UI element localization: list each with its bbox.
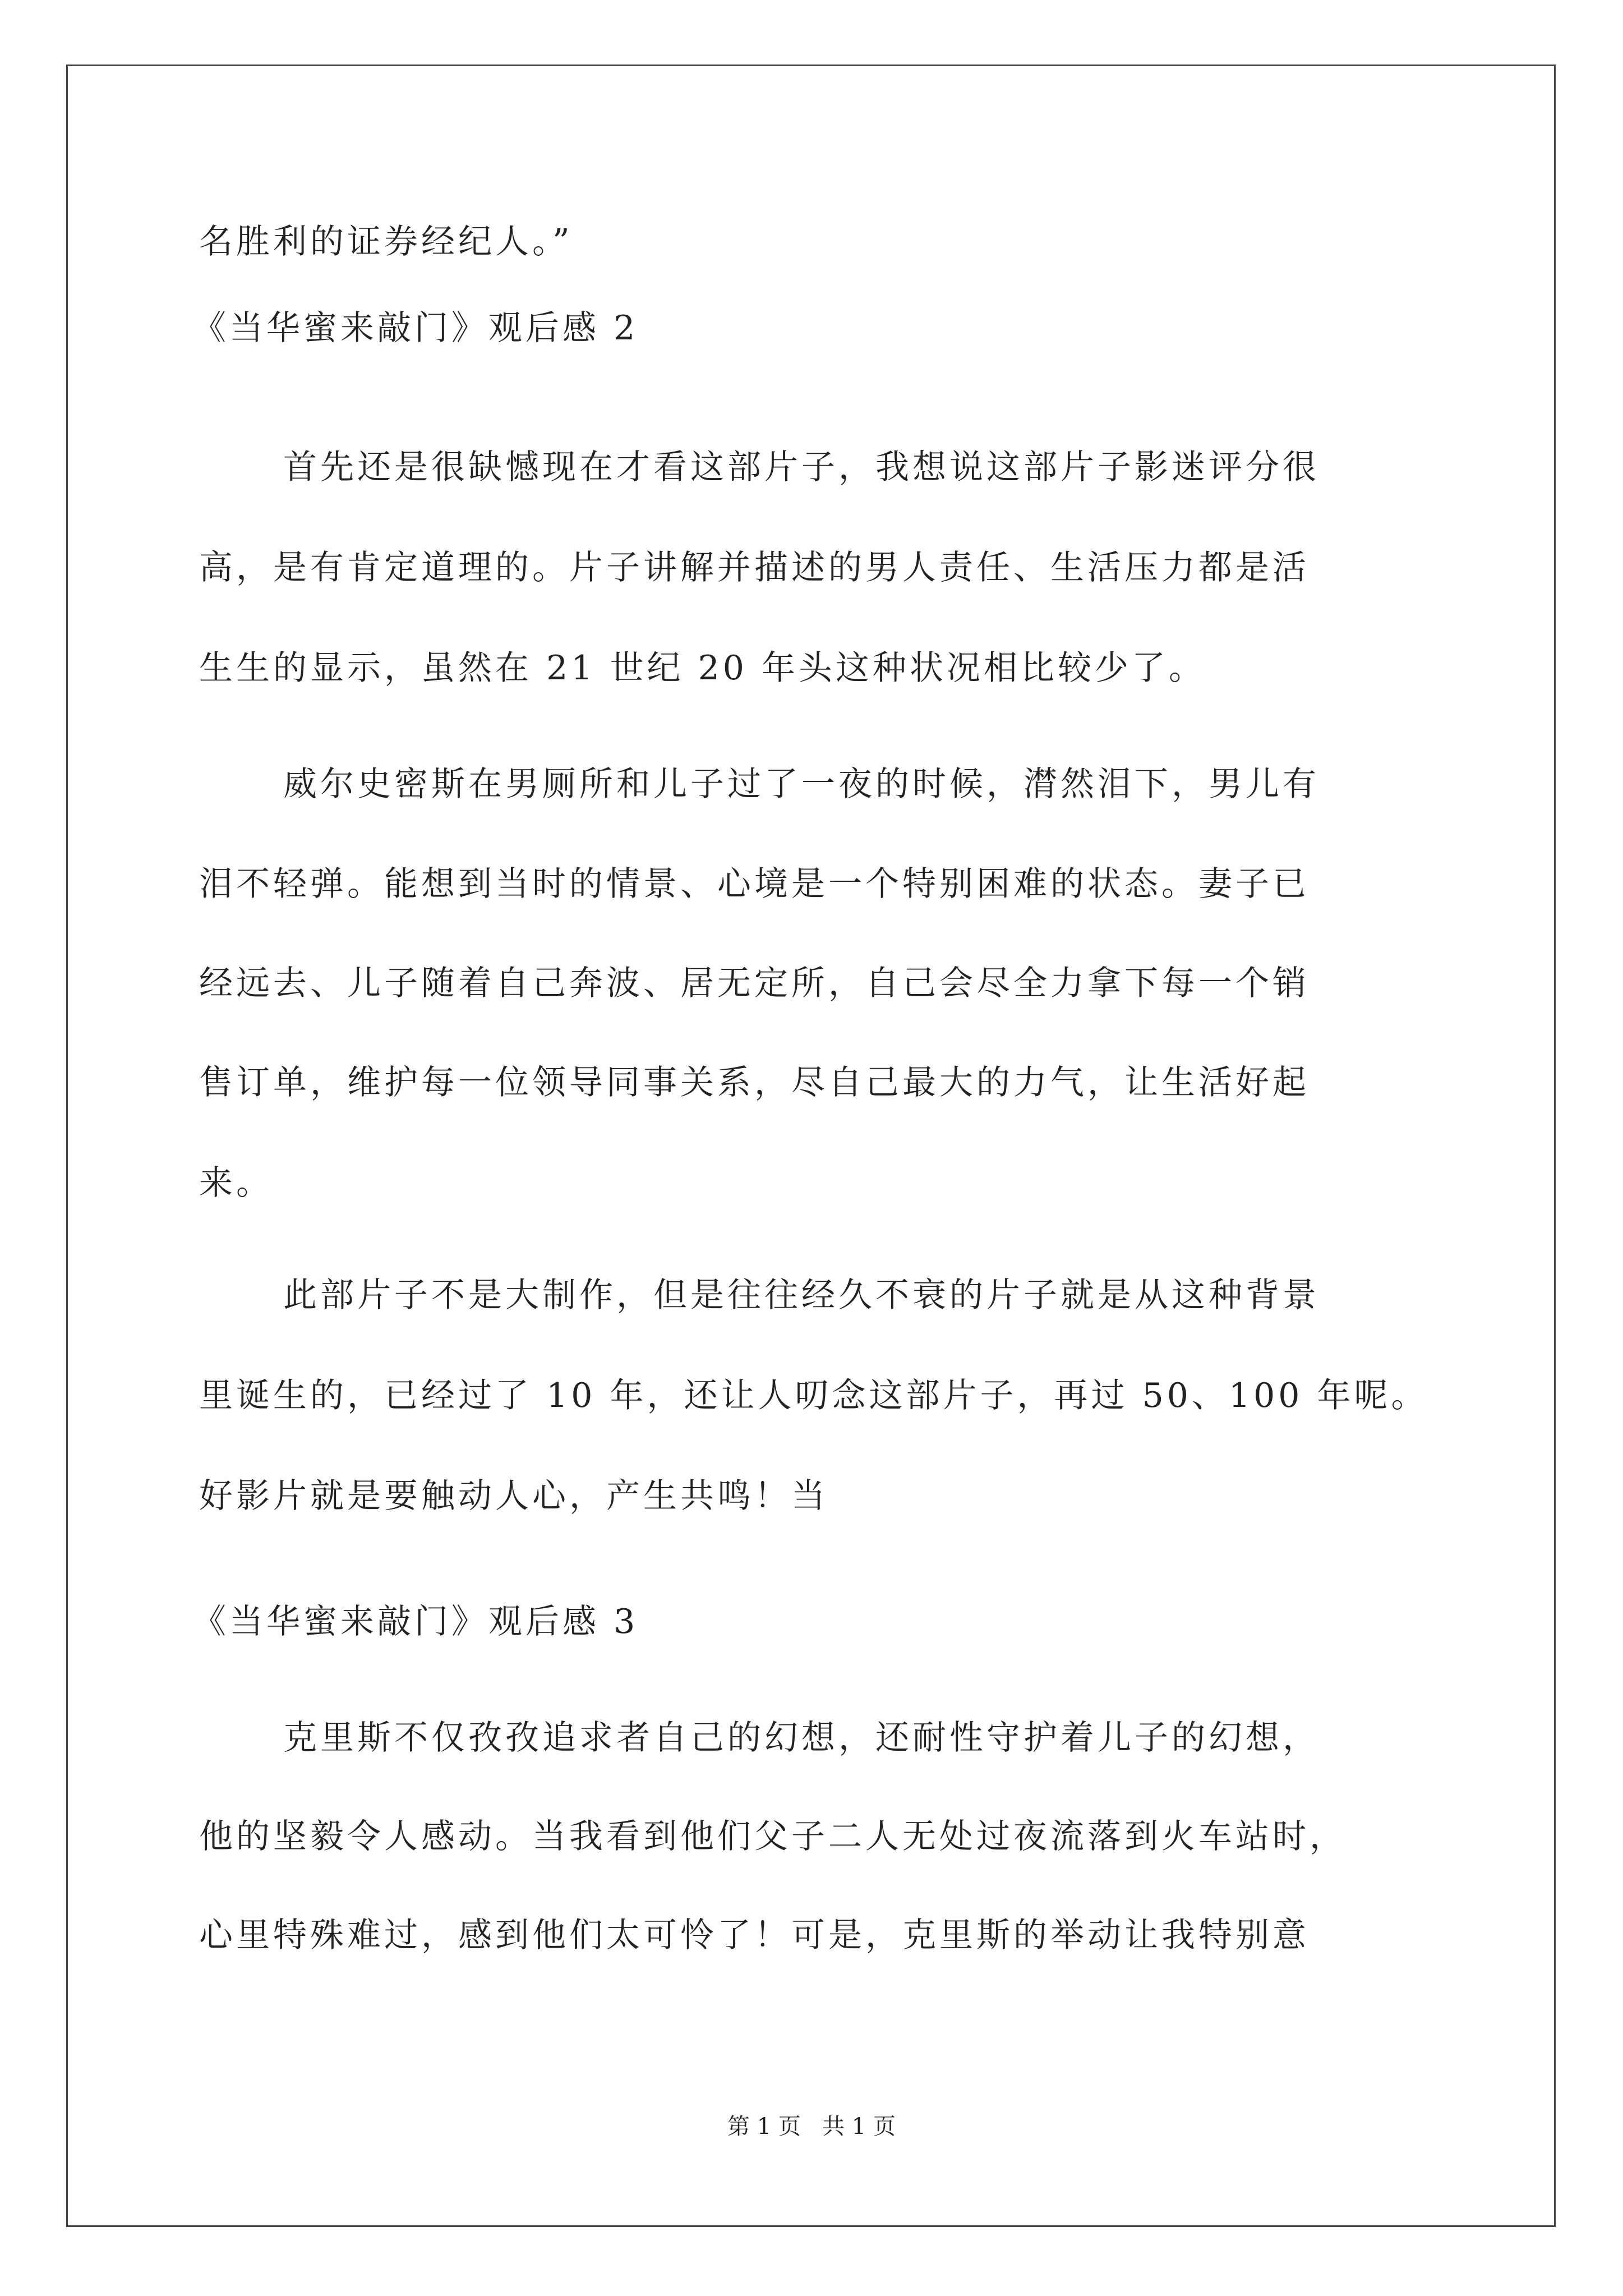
text-line: 售订单，维护每一位领导同事关系，尽自己最大的力气，让生活好起: [199, 1063, 1310, 1102]
text-line: 高，是有肯定道理的。片子讲解并描述的男人责任、生活压力都是活: [199, 548, 1310, 587]
text-line: 克里斯不仅孜孜追求者自己的幻想，还耐性守护着儿子的幻想，: [283, 1718, 1320, 1757]
text-line: 此部片子不是大制作，但是往往经久不衰的片子就是从这种背景: [283, 1276, 1320, 1315]
text-line: 好影片就是要触动人心，产生共鸣！当: [199, 1476, 828, 1516]
text-line: 心里特殊难过，感到他们太可怜了！可是，克里斯的举动让我特别意: [199, 1916, 1310, 1955]
text-line: 来。: [199, 1163, 273, 1203]
section-heading: 《当华蜜来敲门》观后感 3: [192, 1602, 639, 1641]
page-footer: 第 1 页 共 1 页: [727, 2114, 896, 2139]
text-line: 里诞生的，已经过了 10 年，还让人叨念这部片子，再过 50、100 年呢。: [199, 1376, 1428, 1415]
text-line: 生生的显示，虽然在 21 世纪 20 年头这种状况相比较少了。: [199, 648, 1206, 688]
text-line: 名胜利的证券经纪人。”: [199, 222, 573, 261]
section-heading: 《当华蜜来敲门》观后感 2: [192, 309, 639, 348]
text-line: 经远去、儿子随着自己奔波、居无定所，自己会尽全力拿下每一个销: [199, 964, 1310, 1003]
text-line: 首先还是很缺憾现在才看这部片子，我想说这部片子影迷评分很: [283, 448, 1320, 487]
text-line: 泪不轻弹。能想到当时的情景、心境是一个特别困难的状态。妻子已: [199, 864, 1310, 904]
page-border: [66, 65, 1556, 2227]
text-line: 他的坚毅令人感动。当我看到他们父子二人无处过夜流落到火车站时，: [199, 1817, 1347, 1856]
text-line: 威尔史密斯在男厕所和儿子过了一夜的时候，潸然泪下，男儿有: [283, 765, 1320, 804]
